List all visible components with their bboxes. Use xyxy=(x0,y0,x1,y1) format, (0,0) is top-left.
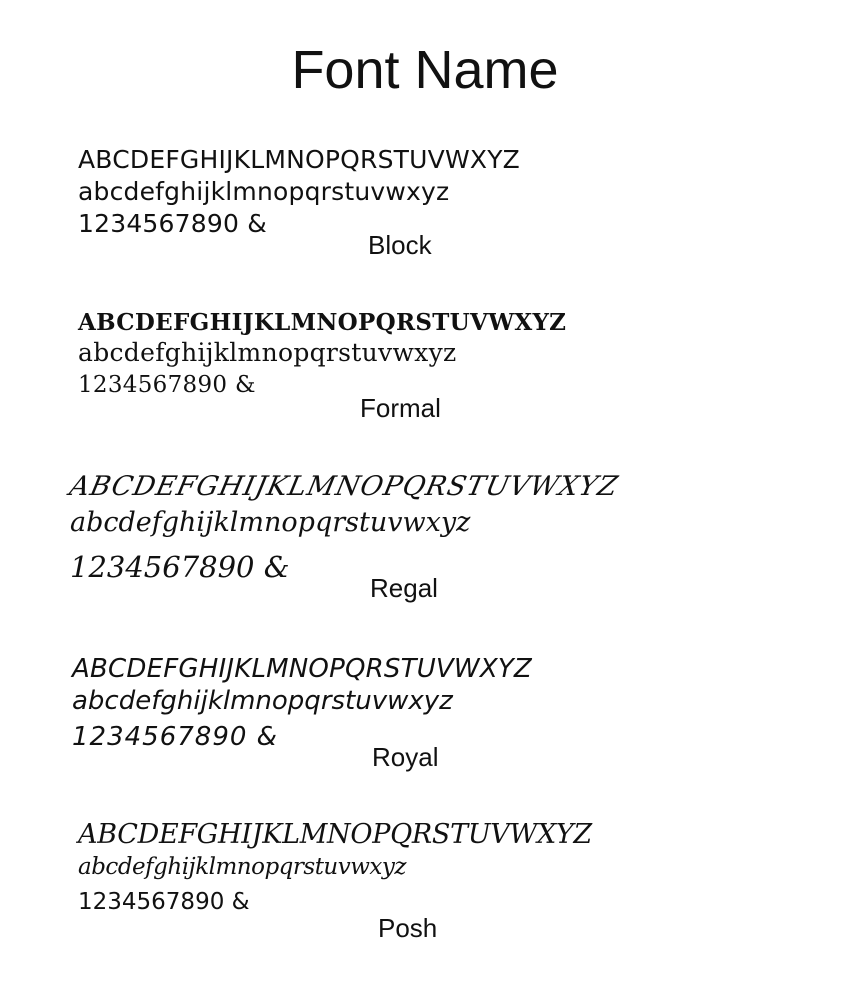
digits-line: 1234567890 & xyxy=(72,722,278,752)
uppercase-alphabet: ABCDEFGHIJKLMNOPQRSTUVWXYZ xyxy=(78,819,592,850)
font-style-name: Formal xyxy=(360,393,441,423)
lowercase-alphabet: abcdefghijklmnopqrstuvwxyz xyxy=(78,854,407,880)
lowercase-alphabet: abcdefghijklmnopqrstuvwxyz xyxy=(78,177,450,206)
uppercase-alphabet: ABCDEFGHIJKLMNOPQRSTUVWXYZ xyxy=(78,145,520,174)
font-style-name: Royal xyxy=(372,742,439,772)
font-style-name: Regal xyxy=(370,573,438,603)
uppercase-alphabet: ABCDEFGHIJKLMNOPQRSTUVWXYZ xyxy=(72,654,532,684)
digits-line: 1234567890 & xyxy=(78,889,250,915)
lowercase-alphabet: abcdefghijklmnopqrstuvwxyz xyxy=(78,338,457,367)
lowercase-alphabet: abcdefghijklmnopqrstuvwxyz xyxy=(70,507,471,538)
uppercase-alphabet: ABCDEFGHIJKLMNOPQRSTUVWXYZ xyxy=(66,471,622,502)
font-style-name: Posh xyxy=(378,913,438,943)
digits-line: 1234567890 & xyxy=(78,372,256,398)
digits-line: 1234567890 & xyxy=(78,209,267,238)
uppercase-alphabet: ABCDEFGHIJKLMNOPQRSTUVWXYZ xyxy=(78,309,567,336)
page-title: Font Name xyxy=(291,40,559,100)
digits-line: 1234567890 & xyxy=(70,550,290,584)
lowercase-alphabet: abcdefghijklmnopqrstuvwxyz xyxy=(72,686,453,716)
font-style-name: Block xyxy=(368,230,432,260)
